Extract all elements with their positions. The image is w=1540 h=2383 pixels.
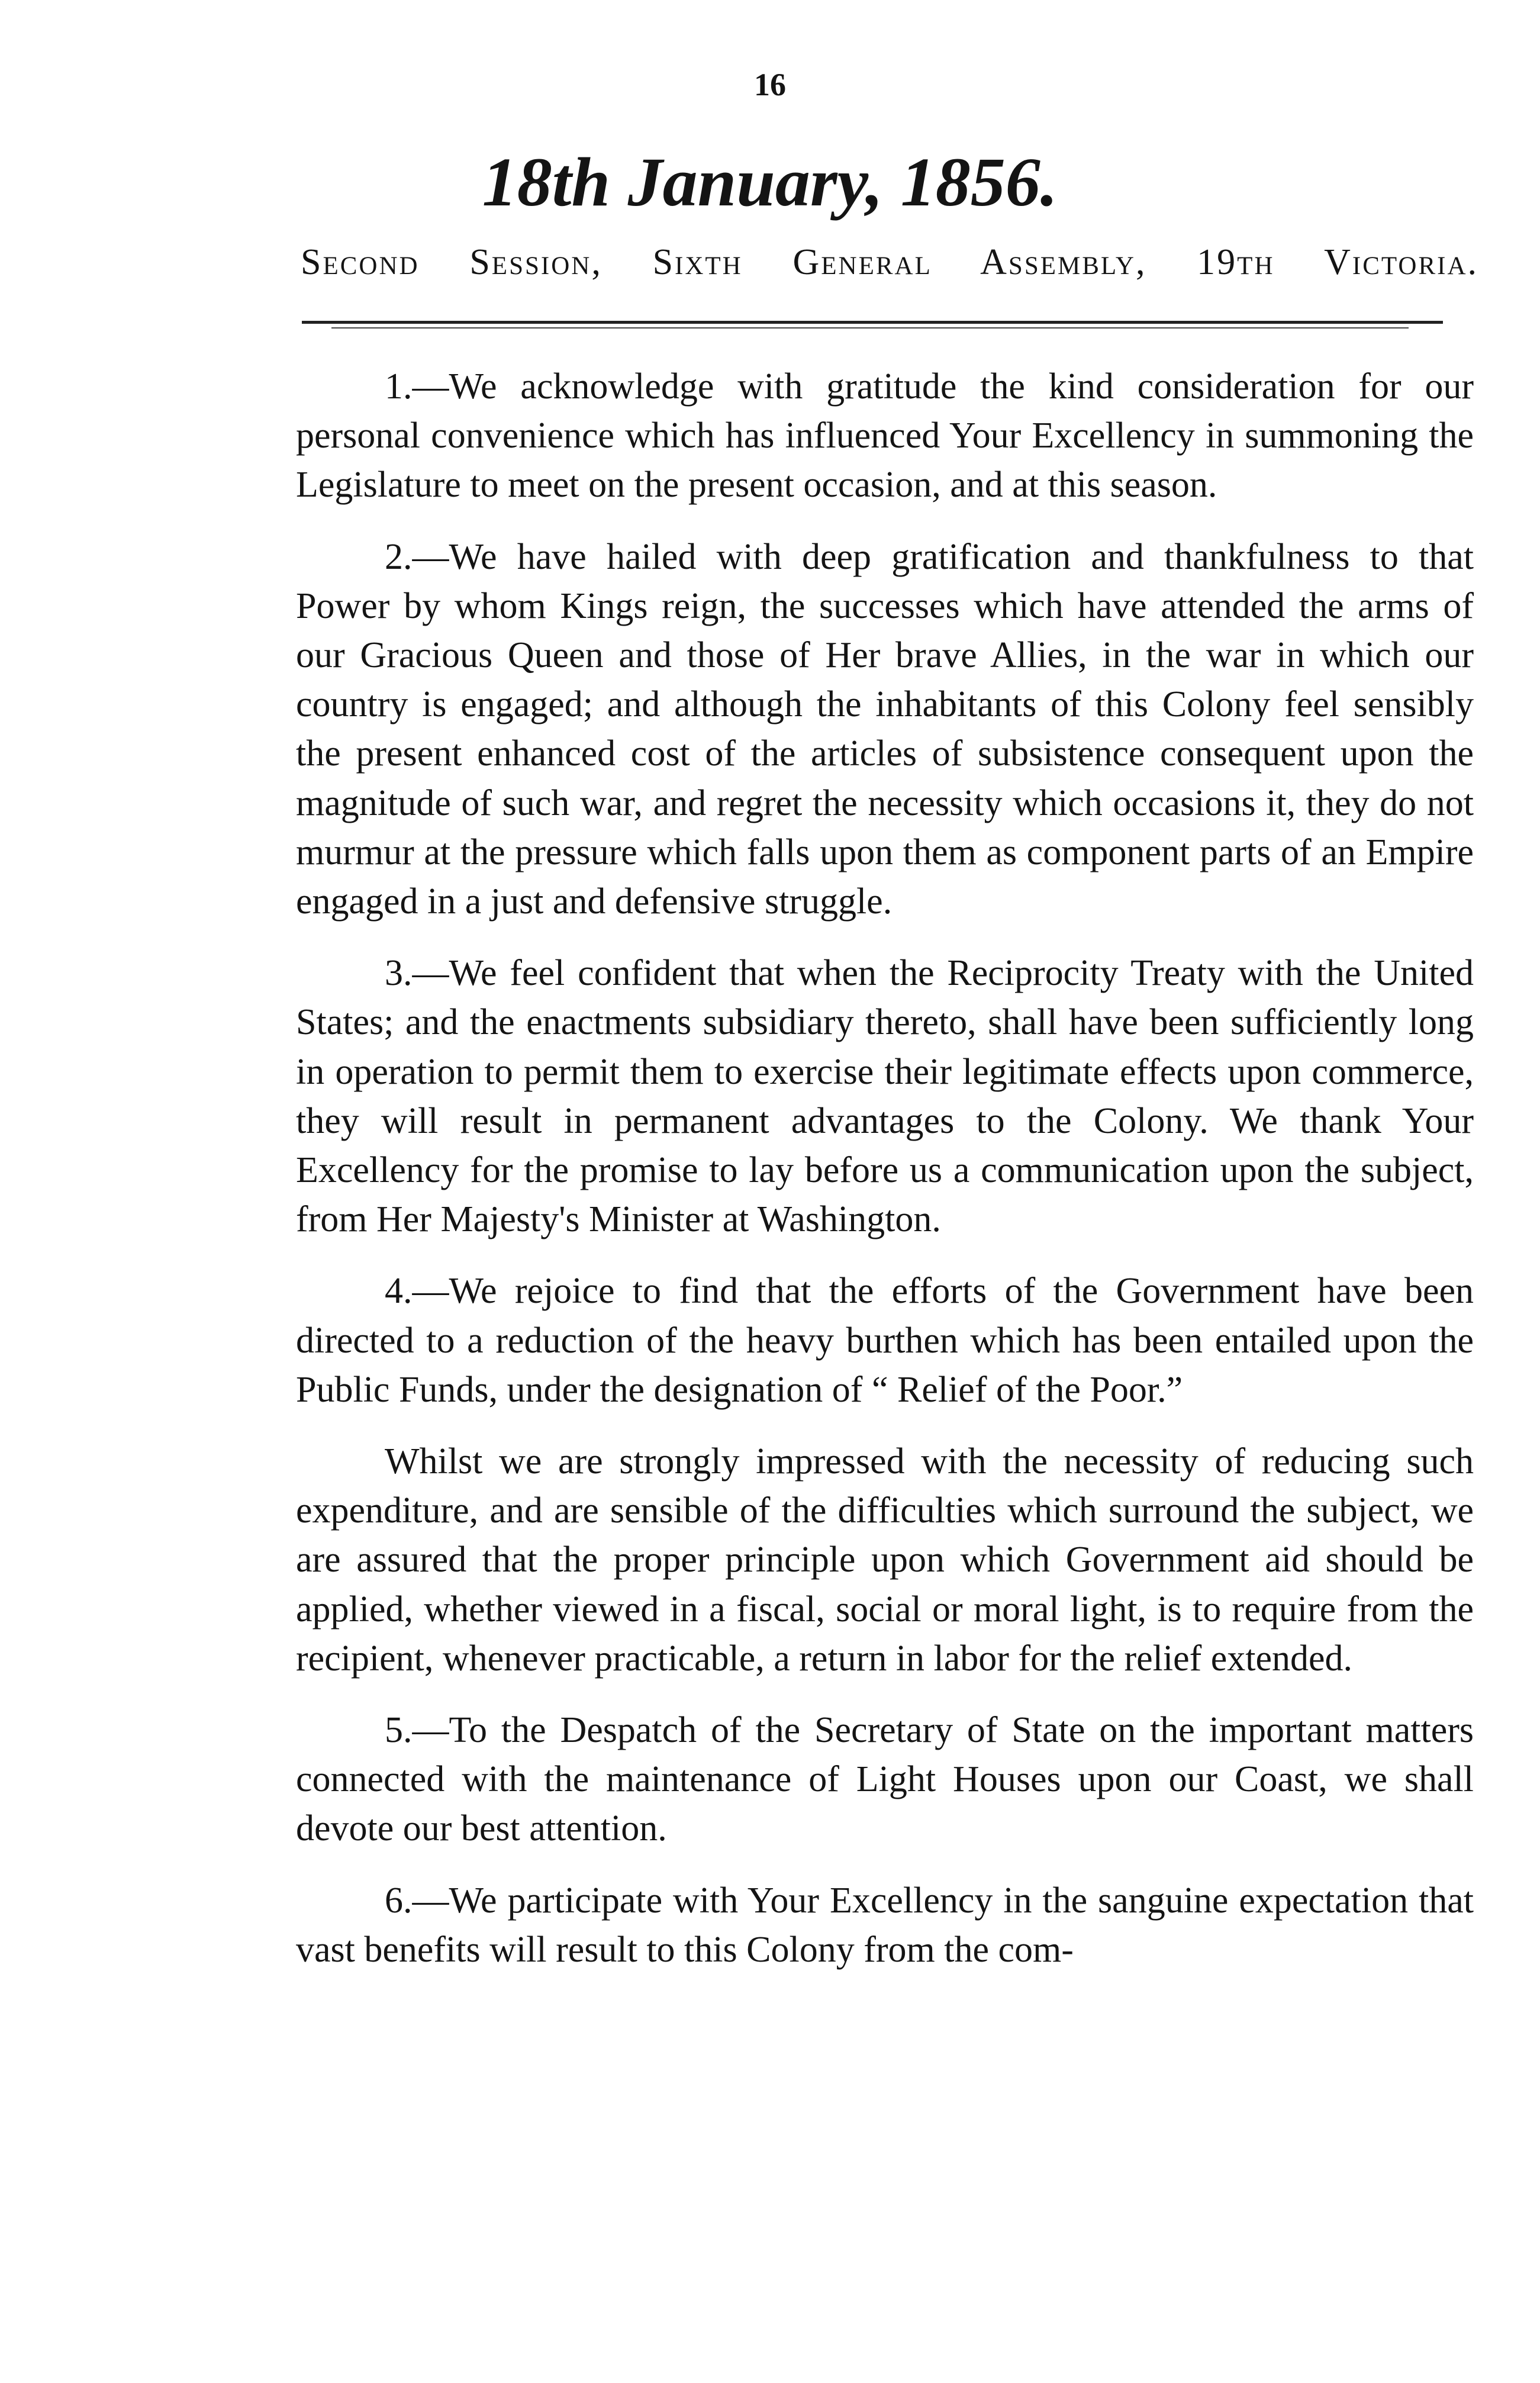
date-heading: 18th January, 1856. — [482, 143, 1058, 221]
paragraph-3: 3.—We feel confident that when the Reciprocity Treaty with the United States; and the enactments subsidiary thereto, shall have been sufficiently long in operation to permit them to exercise their legitimate effects upon commerce, they will result in permanent advantages to the Colony. We thank Your Excellency for the promise to lay before us a communication upon the subject, from Her Majesty's Minister at Washington. — [296, 953, 1474, 1240]
paragraph-2: 2.—We have hailed with deep gratification and thankfulness to that Power by whom Kings reign, the successes which have attended the arms of our Gracious Queen and those of Her brave Allies, in the war in which our country is engaged; and although the inhabitants of this Colony feel sensibly the present enhanced cost of the articles of subsistence consequent upon the magnitude of such war, and regret the necessity which occasions it, they do not murmur at the pressure which falls upon them as component parts of an Empire engaged in a just and defensive struggle. — [296, 536, 1474, 922]
body-text — [296, 362, 1474, 1975]
heading-rule-thin — [331, 327, 1409, 329]
session-line: Second Session, Sixth General Assembly, 19th Victoria. — [301, 242, 1478, 282]
paragraph-1: 1.—We acknowledge with gratitude the kind consideration for our personal convenience which has influenced Your Excellency in summoning the Legislature to meet on the present occasion, and at this season. — [296, 366, 1474, 505]
paragraph-4-continued: Whilst we are strongly impressed with the necessity of reducing such expenditure, and are sensible of the difficulties which surround the subject, we are assured that the proper principle upon which Government aid should be applied, whether viewed in a fiscal, social or moral light, is to require from the recipient, whenever practicable, a return in labor for the relief extended. — [296, 1441, 1474, 1679]
paragraph-6: 6.—We participate with Your Excellency in the sanguine expectation that vast benefits will result to this Colony from the com- — [296, 1880, 1474, 1970]
heading-rule — [302, 321, 1443, 324]
paragraph-4: 4.—We rejoice to find that the efforts of the Government have been directed to a reduction of the heavy burthen which has been entailed upon the Public Funds, under the designation of “ Relief of the Poor.” — [296, 1271, 1474, 1410]
page-number: 16 — [754, 67, 786, 102]
paragraph-5: 5.—To the Despatch of the Secretary of State on the important matters connected with the maintenance of Light Houses upon our Coast, we shall devote our best attention. — [296, 1710, 1474, 1849]
